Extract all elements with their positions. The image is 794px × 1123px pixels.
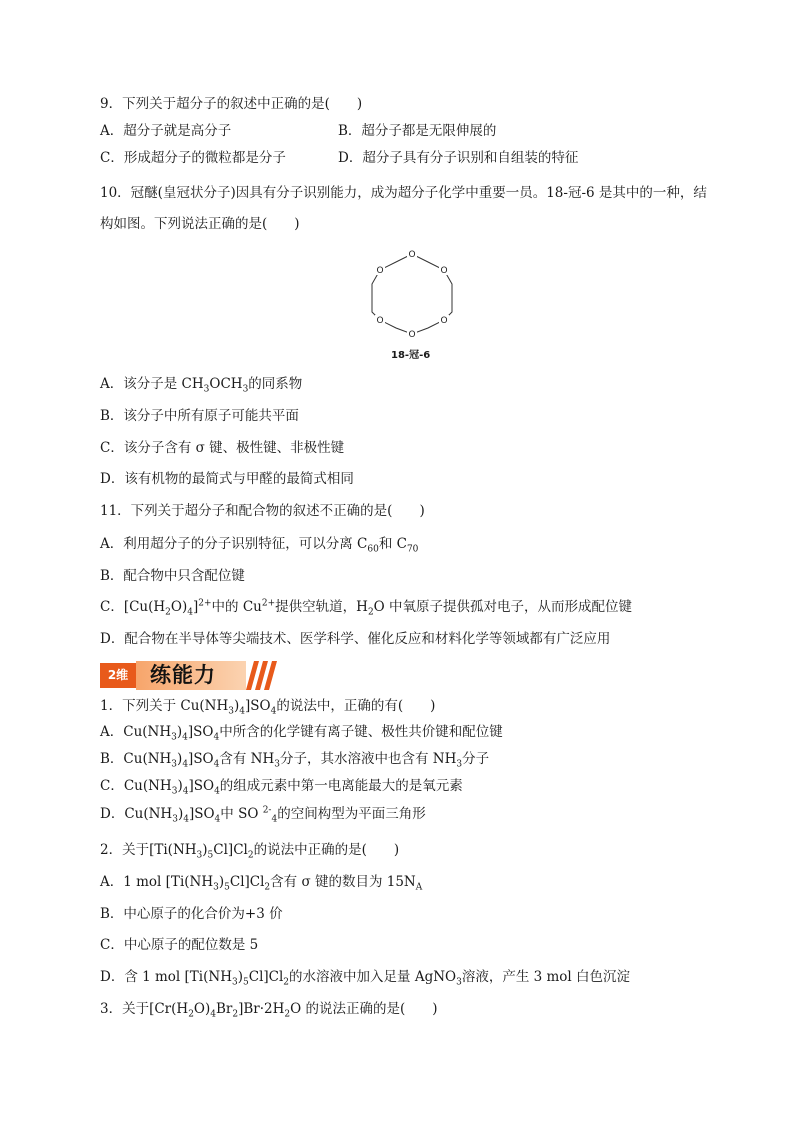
q10-option-c: C．该分子含有 σ 键、极性键、非极性键 — [100, 440, 345, 456]
oxygen-label-2: O — [440, 266, 448, 276]
oxygen-label-4: O — [408, 330, 416, 340]
p2-stem: 2．关于$[Ti(NH_3)_5Cl]Cl_2$的说法中正确的是( ) — [100, 842, 400, 861]
p2-option-b: B．中心原子的化合价为+3 价 — [100, 906, 283, 922]
p1-option-d: D．$Cu(NH_3)_4]SO_4$中 SO $^{2-}_4$的空间构型为平面三角形 — [100, 805, 426, 825]
p1-option-c: C．$Cu(NH_3)_4]SO_4$的组成元素中第一电离能最大的是氧元素 — [100, 778, 463, 797]
p2-option-d: D．含 1 mol $[Ti(NH_3)_5Cl]Cl_2$的水溶液中加入足量 AgNO$_3$溶液，产生 3 mol 白色沉淀 — [100, 969, 631, 988]
q11-stem: 11．下列关于超分子和配合物的叙述不正确的是( ) — [100, 503, 425, 519]
p1-option-a: A．$Cu(NH_3)_4]SO_4$中所含的化学键有离子键、极性共价键和配位键 — [100, 724, 503, 743]
q11-option-b: B．配合物中只含配位键 — [100, 568, 245, 584]
q10-stem-line1: 10．冠醚(皇冠状分子)因具有分子识别能力，成为超分子化学中重要一员。18-冠-6 是其中的一种，结 — [100, 185, 707, 201]
p2-option-c: C．中心原子的配位数是 5 — [100, 937, 259, 953]
p3-stem: 3．关于$[Cr(H_2O)_4Br_2]Br\cdot 2H_2O$ 的说法正确的是( ) — [100, 1001, 438, 1020]
q10-stem-line2: 构如图。下列说法正确的是( ) — [100, 216, 300, 232]
structure-caption: 18-冠-6 — [391, 350, 431, 361]
q10-option-a: A．该分子是 $CH_3OCH_3$的同系物 — [100, 376, 303, 395]
q11-option-a: A．利用超分子的分子识别特征，可以分离 $C_{60}$和 $C_{70}$ — [100, 536, 419, 555]
q9-option-a: A．超分子就是高分子 — [100, 123, 232, 139]
decorative-stripes-icon — [246, 661, 280, 690]
q10-option-d: D．该有机物的最简式与甲醛的最简式相同 — [100, 471, 354, 487]
q9-option-c: C．形成超分子的微粒都是分子 — [100, 150, 286, 166]
q11-option-d: D．配合物在半导体等尖端技术、医学科学、催化反应和材料化学等领域都有广泛应用 — [100, 631, 611, 647]
oxygen-label-3: O — [440, 316, 448, 326]
p1-stem: 1．下列关于 $Cu(NH_3)_4]SO_4$的说法中，正确的有( ) — [100, 698, 436, 717]
section-title: 练能力 — [150, 663, 216, 687]
q9-option-d: D．超分子具有分子识别和自组装的特征 — [338, 150, 579, 166]
q10-option-b: B．该分子中所有原子可能共平面 — [100, 408, 299, 424]
section-tag: 2维 — [100, 663, 136, 688]
q9-option-b: B．超分子都是无限伸展的 — [338, 123, 497, 139]
section-banner — [100, 656, 280, 692]
crown-ether-structure — [364, 244, 460, 342]
q9-stem: 9．下列关于超分子的叙述中正确的是( ) — [100, 96, 363, 112]
oxygen-label-6: O — [376, 266, 384, 276]
section-title-box — [136, 661, 246, 690]
p1-option-b: B．$Cu(NH_3)_4]SO_4$含有 $NH_3$分子，其水溶液中也含有 $NH_3$分子 — [100, 751, 490, 770]
oxygen-label-5: O — [376, 316, 384, 326]
oxygen-label-1: O — [408, 250, 416, 260]
q11-option-c: C．$[Cu(H_2O)_4]^{2+}$中的 $Cu^{2+}$提供空轨道，$H_2O$ 中氧原子提供孤对电子，从而形成配位键 — [100, 598, 633, 618]
p2-option-a: A．1 mol $[Ti(NH_3)_5Cl]Cl_2$含有 σ 键的数目为 $15N_A$ — [100, 874, 423, 893]
